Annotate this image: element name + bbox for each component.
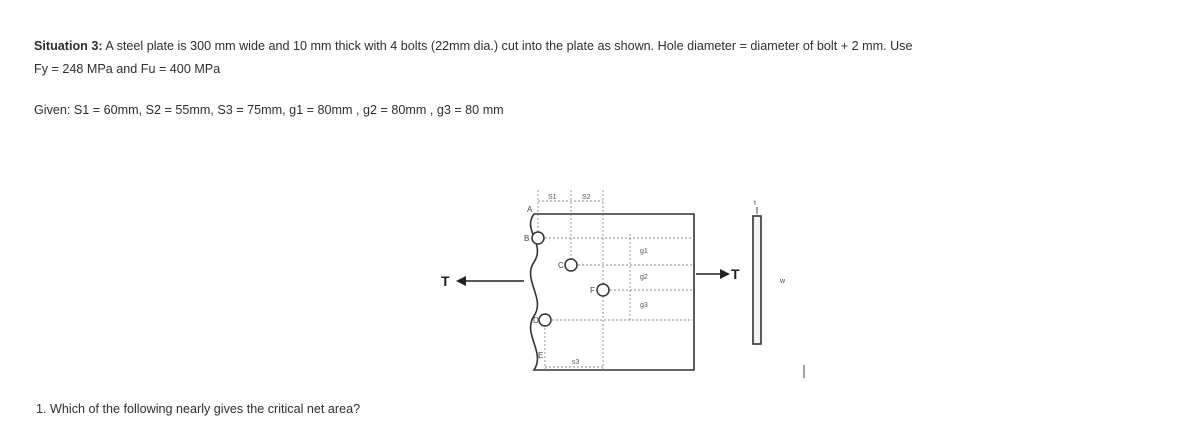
section-label-w: w (780, 278, 786, 285)
dim-label-s3: s3 (572, 359, 580, 366)
material-properties: Fy = 248 MPa and Fu = 400 MPa (34, 62, 221, 76)
bolt-holes (532, 232, 609, 326)
hole-label-d: D (533, 316, 539, 325)
given-values: Given: S1 = 60mm, S2 = 55mm, S3 = 75mm, g1 = 80mm , g2 = 80mm , g3 = 80 mm (34, 103, 504, 117)
dim-label-g2: g2 (640, 274, 648, 281)
plate-cross-section (753, 216, 761, 344)
bolt-hole-b (532, 232, 544, 244)
hole-label-f: F (590, 286, 595, 295)
left-tension-arrow (456, 276, 524, 286)
dim-label-s2: S2 (582, 194, 591, 201)
dim-label-g3: g3 (640, 302, 648, 309)
bolt-hole-d (539, 314, 551, 326)
hole-label-b: B (524, 234, 530, 243)
bolt-hole-f (597, 284, 609, 296)
question-1: 1. Which of the following nearly gives the critical net area? (36, 402, 361, 416)
problem-text: A steel plate is 300 mm wide and 10 mm thick with 4 bolts (22mm dia.) cut into the plate as shown. Hole diameter = diameter of bolt + 2 mm. Use (105, 39, 913, 53)
dim-label-g1: g1 (640, 248, 648, 255)
tension-label-right: T (731, 266, 740, 282)
hole-label-c: C (558, 261, 564, 270)
section-label-t: t (754, 200, 756, 207)
dim-label-s1: S1 (548, 194, 557, 201)
edge-label-a: A (527, 205, 533, 214)
situation-label: Situation 3: (34, 39, 103, 53)
plate-outline (531, 214, 694, 370)
dotted-reference-lines (538, 190, 694, 370)
edge-label-e: E (538, 351, 544, 360)
right-tension-arrow (696, 269, 730, 279)
tension-label-left: T (441, 273, 450, 289)
bolt-hole-c (565, 259, 577, 271)
